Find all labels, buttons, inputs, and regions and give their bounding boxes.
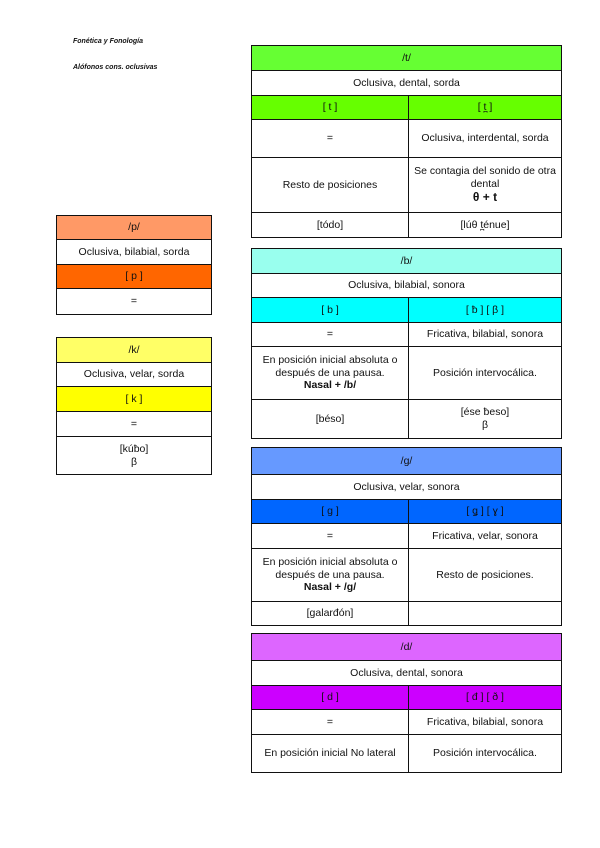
example-text: [ése ƀeso]	[460, 406, 510, 419]
example-cell: [tódo]	[252, 213, 409, 238]
table-g	[251, 447, 562, 626]
allophone-cell: [ ǥ ] [ ɣ ]	[409, 500, 562, 524]
rule-symbol: θ + t	[472, 190, 498, 205]
rule-text: Se contagia del sonido de otra dental	[414, 165, 556, 190]
allophone-cell: [ g ]	[252, 500, 409, 524]
rule-cell: Fricativa, bilabial, sonora	[409, 710, 562, 735]
example-symbol: β	[130, 455, 138, 468]
example-cell	[57, 437, 212, 475]
phoneme-cell: /d/	[252, 634, 562, 661]
phoneme-cell: /b/	[252, 249, 562, 274]
rule-cell: Posición intervocálica.	[409, 347, 562, 400]
allophone-cell: [ t̪ ]	[409, 96, 562, 120]
description-cell: Oclusiva, dental, sorda	[252, 71, 562, 96]
allophone-cell: [ b ]	[252, 298, 409, 323]
rule-cell: Fricativa, bilabial, sonora	[409, 323, 562, 347]
rule-cell	[252, 549, 409, 602]
table-p	[56, 215, 212, 315]
example-cell: [lúθ t̪énue]	[409, 213, 562, 238]
rule-bold: Nasal + /b/	[303, 379, 357, 392]
phoneme-cell: /k/	[57, 338, 212, 363]
phoneme-cell: /p/	[57, 216, 212, 240]
rule-cell: Oclusiva, interdental, sorda	[409, 120, 562, 158]
rule-cell	[409, 158, 562, 213]
example-cell: [galarđón]	[252, 602, 409, 626]
rule-cell: =	[252, 323, 409, 347]
rule-cell: Resto de posiciones	[252, 158, 409, 213]
rule-cell	[252, 347, 409, 400]
description-cell: Oclusiva, bilabial, sonora	[252, 274, 562, 298]
rule-cell: =	[252, 710, 409, 735]
example-cell	[409, 602, 562, 626]
equal-cell: =	[57, 289, 212, 315]
doc-subtitle: Alófonos cons. oclusivas	[73, 64, 158, 71]
rule-cell: Posición intervocálica.	[409, 735, 562, 773]
doc-title: Fonética y Fonología	[73, 38, 144, 45]
allophone-cell: [ t ]	[252, 96, 409, 120]
table-k	[56, 337, 212, 475]
description-cell: Oclusiva, velar, sonora	[252, 475, 562, 500]
description-cell: Oclusiva, dental, sonora	[252, 661, 562, 686]
rule-bold: Nasal + /g/	[303, 581, 357, 594]
equal-cell: =	[57, 412, 212, 437]
table-d	[251, 633, 562, 773]
rule-cell: En posición inicial No lateral	[252, 735, 409, 773]
rule-cell: =	[252, 524, 409, 549]
description-cell: Oclusiva, bilabial, sorda	[57, 240, 212, 265]
allophone-cell: [ p ]	[57, 265, 212, 289]
example-text: [kúƀo]	[119, 442, 149, 455]
example-cell	[409, 400, 562, 439]
rule-cell: =	[252, 120, 409, 158]
rule-text: En posición inicial absoluta o después de una pausa.	[262, 556, 398, 581]
allophone-cell: [ d ]	[252, 686, 409, 710]
table-t	[251, 45, 562, 238]
rule-text: En posición inicial absoluta o después de una pausa.	[262, 354, 398, 379]
allophone-cell: [ ƀ ] [ β ]	[409, 298, 562, 323]
example-symbol: β	[481, 419, 489, 431]
rule-cell: Resto de posiciones.	[409, 549, 562, 602]
phoneme-cell: /t/	[252, 46, 562, 71]
allophone-cell: [ k ]	[57, 387, 212, 412]
phoneme-cell: /g/	[252, 448, 562, 475]
example-cell: [béso]	[252, 400, 409, 439]
rule-cell: Fricativa, velar, sonora	[409, 524, 562, 549]
table-b	[251, 248, 562, 439]
allophone-cell: [ đ ] [ ð ]	[409, 686, 562, 710]
description-cell: Oclusiva, velar, sorda	[57, 363, 212, 387]
